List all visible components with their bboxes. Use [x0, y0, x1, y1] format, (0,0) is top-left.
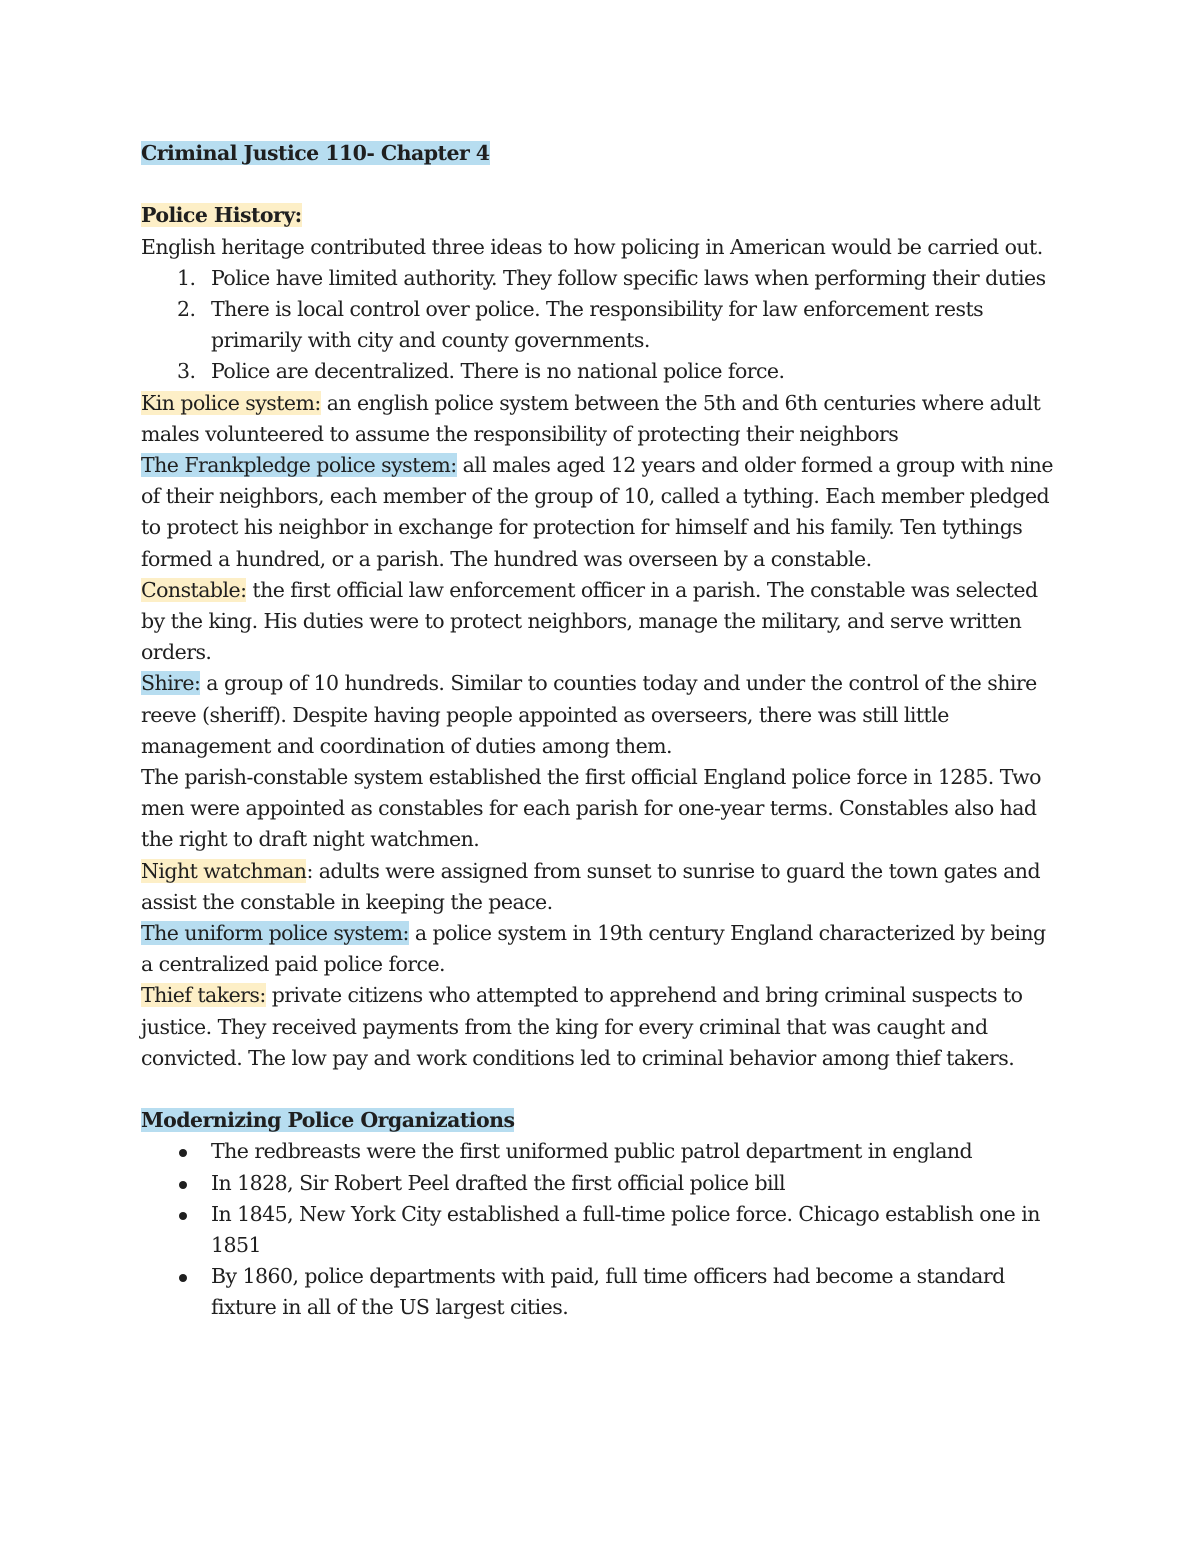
- bullet-icon: [179, 1181, 187, 1189]
- list-item: [141, 294, 1060, 356]
- document-title: [141, 138, 1060, 169]
- term-label: Shire:: [141, 671, 201, 696]
- term-frankpledge-police-system: [141, 450, 1060, 575]
- blank-line: [141, 169, 1060, 200]
- list-item-text: Police are decentralized. There is no national police force.: [211, 359, 785, 384]
- term-definition: a police system in 19th century England characterized by being a centralized paid police force.: [141, 921, 1046, 977]
- intro-paragraph: English heritage contributed three ideas to how policing in American would be carried out.: [141, 234, 1043, 259]
- term-night-watchman: [141, 856, 1060, 918]
- list-item-text: By 1860, police departments with paid, full time officers had become a standard fixture in all of the US largest cities.: [211, 1264, 1005, 1320]
- term-label: Constable:: [141, 577, 247, 602]
- term-uniform-police-system: [141, 918, 1060, 980]
- list-item-text: In 1828, Sir Robert Peel drafted the first official police bill: [211, 1170, 786, 1195]
- numbered-list: [141, 263, 1060, 388]
- list-number: 3.: [177, 359, 196, 384]
- section-heading-police-history: Police History:: [141, 203, 302, 228]
- bullet-icon: [179, 1212, 187, 1220]
- term-kin-police-system: [141, 388, 1060, 450]
- list-item-text: There is local control over police. The responsibility for law enforcement rests primarily with city and county governments.: [211, 297, 984, 353]
- term-label: Kin police system:: [141, 390, 321, 415]
- term-label: Night watchman: [141, 858, 307, 883]
- blank-line: [141, 1074, 1060, 1105]
- list-item-text: The redbreasts were the first uniformed public patrol department in england: [211, 1139, 973, 1164]
- list-item-text: In 1845, New York City established a full-time police force. Chicago establish one in 1851: [211, 1201, 1040, 1258]
- bullet-list: [141, 1136, 1060, 1323]
- parish-constable-paragraph: The parish-constable system established the first official England police force in 1285. Two men were appointed as constables for each parish for one-year terms. Constables also had the right to draft night watchmen.: [141, 765, 1041, 852]
- list-item: [141, 263, 1060, 294]
- term-definition: : adults were assigned from sunset to sunrise to guard the town gates and assist the constable in keeping the peace.: [141, 858, 1041, 914]
- list-item: [141, 1168, 1060, 1199]
- term-thief-takers: [141, 980, 1060, 1074]
- list-number: 1.: [177, 265, 196, 290]
- term-shire: [141, 668, 1060, 762]
- list-item-text: Police have limited authority. They follow specific laws when performing their duties: [211, 265, 1046, 290]
- list-item: [141, 1136, 1060, 1167]
- term-label: The uniform police system:: [141, 921, 409, 946]
- bullet-icon: [179, 1274, 187, 1282]
- section-heading-modernizing: Modernizing Police Organizations: [141, 1108, 515, 1133]
- list-item: [141, 356, 1060, 387]
- term-definition: private citizens who attempted to apprehend and bring criminal suspects to justice. They received payments from the king for every criminal that was caught and convicted. The low pay and work conditions led to criminal behavior among thief takers.: [141, 983, 1023, 1070]
- list-number: 2.: [177, 297, 196, 321]
- term-constable: [141, 575, 1060, 669]
- bullet-icon: [179, 1149, 187, 1157]
- term-label: Thief takers:: [141, 983, 266, 1008]
- term-label: The Frankpledge police system:: [141, 453, 457, 478]
- term-definition: all males aged 12 years and older formed a group with nine of their neighbors, each member of the group of 10, called a tything. Each member pledged to protect his neighbor in exchange for protection for himself and his family. Ten tythings formed a hundred, or a parish. The hundred was overseen by a constable.: [141, 453, 1053, 571]
- list-item: [141, 1199, 1060, 1261]
- list-item: [141, 1261, 1060, 1323]
- term-definition: an english police system between the 5th and 6th centuries where adult males volunteered to assume the responsibility of protecting their neighbors: [141, 390, 1041, 446]
- term-definition: the first official law enforcement officer in a parish. The constable was selected by the king. His duties were to protect neighbors, manage the military, and serve written orders.: [141, 577, 1038, 665]
- title-text: Criminal Justice 110- Chapter 4: [141, 141, 490, 165]
- term-definition: a group of 10 hundreds. Similar to counties today and under the control of the shire reeve (sheriff). Despite having people appointed as overseers, there was still little management and coordination of duties among them.: [141, 671, 1037, 758]
